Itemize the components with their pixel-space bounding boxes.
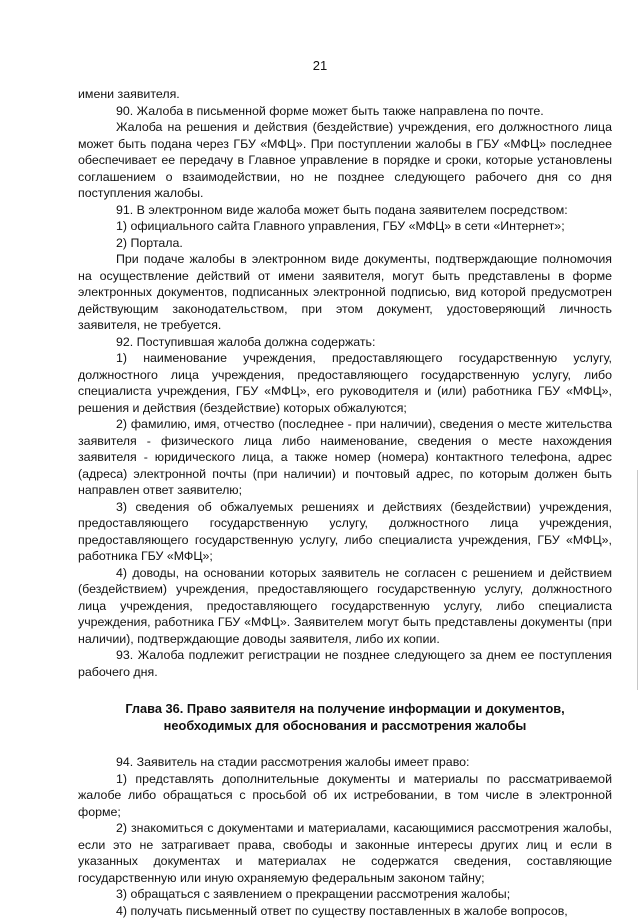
chapter-title-line: Глава 36. Право заявителя на получение информации и документов,	[78, 700, 612, 717]
paragraph: 2) Портала.	[78, 235, 612, 252]
paragraph: 1) наименование учреждения, предоставляющего государственную услугу, должностного лица учреждения, предоставляющего государственную услугу, либо специалиста учреждения, ГБУ «МФЦ», его руководителя и (или) работника ГБУ «МФЦ», решения и действия (бездействие) которых обжалуются;	[78, 350, 612, 416]
paragraph: 90. Жалоба в письменной форме может быть также направлена по почте.	[78, 103, 612, 120]
paragraph: 1) официального сайта Главного управления, ГБУ «МФЦ» в сети «Интернет»;	[78, 218, 612, 235]
document-body	[78, 86, 612, 919]
paragraph: При подаче жалобы в электронном виде документы, подтверждающие полномочия на осуществление действий от имени заявителя, могут быть представлены в форме электронных документов, подписанных электронной подписью, вид которой предусмотрен действующим законодательством, при этом документ, удостоверяющий личность заявителя, не требуется.	[78, 251, 612, 334]
paragraph: 91. В электронном виде жалоба может быть подана заявителем посредством:	[78, 202, 612, 219]
scan-edge-line	[637, 470, 638, 690]
paragraph: 3) обращаться с заявлением о прекращении рассмотрения жалобы;	[78, 886, 612, 903]
page-number: 21	[0, 58, 640, 73]
paragraph: имени заявителя.	[78, 86, 612, 103]
paragraph: 93. Жалоба подлежит регистрации не позднее следующего за днем ее поступления рабочего дня.	[78, 647, 612, 680]
paragraph: 94. Заявитель на стадии рассмотрения жалобы имеет право:	[78, 754, 612, 771]
paragraph: Жалоба на решения и действия (бездействие) учреждения, его должностного лица может быть подана через ГБУ «МФЦ». При поступлении жалобы в ГБУ «МФЦ» последнее обеспечивает ее передачу в Главное управление в порядке и сроки, которые установлены соглашением о взаимодействии, но не позднее следующего рабочего дня со дня поступления жалобы.	[78, 119, 612, 202]
paragraph: 1) представлять дополнительные документы и материалы по рассматриваемой жалобе либо обращаться с просьбой об их истребовании, в том числе в электронной форме;	[78, 771, 612, 821]
chapter-title-line: необходимых для обоснования и рассмотрения жалобы	[78, 717, 612, 734]
paragraph: 2) фамилию, имя, отчество (последнее - при наличии), сведения о месте жительства заявителя - физического лица либо наименование, сведения о месте нахождения заявителя - юридического лица, а также номер (номера) контактного телефона, адрес (адреса) электронной почты (при наличии) и почтовый адрес, по которым должен быть направлен ответ заявителю;	[78, 416, 612, 499]
paragraph: 4) доводы, на основании которых заявитель не согласен с решением и действием (бездействием) учреждения, предоставляющего государственную услугу, должностного лица учреждения, предоставляющего государственную услугу, либо специалиста учреждения, работника ГБУ «МФЦ». Заявителем могут быть представлены документы (при наличии), подтверждающие доводы заявителя, либо их копии.	[78, 565, 612, 648]
chapter-heading	[78, 700, 612, 734]
paragraph: 2) знакомиться с документами и материалами, касающимися рассмотрения жалобы, если это не затрагивает права, свободы и законные интересы других лиц и если в указанных документах и материалах не содержатся сведения, составляющие государственную или иную охраняемую федеральным законом тайну;	[78, 820, 612, 886]
paragraph: 3) сведения об обжалуемых решениях и действиях (бездействии) учреждения, предоставляющего государственную услугу, должностного лица учреждения, предоставляющего государственную услугу, либо специалиста учреждения, ГБУ «МФЦ», работника ГБУ «МФЦ»;	[78, 499, 612, 565]
paragraph: 92. Поступившая жалоба должна содержать:	[78, 334, 612, 351]
paragraph: 4) получать письменный ответ по существу поставленных в жалобе вопросов,	[78, 903, 612, 919]
